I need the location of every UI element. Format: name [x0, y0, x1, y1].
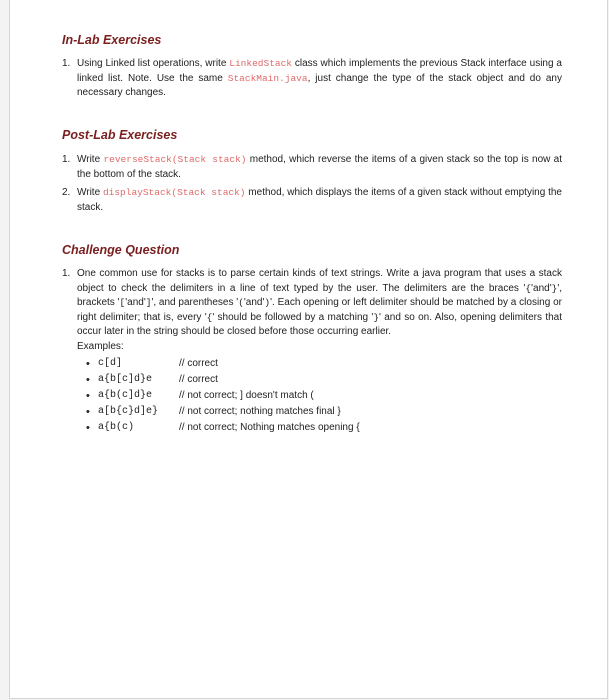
example-code: a{b(c): [98, 422, 135, 433]
text-part: method, which reverse the items of a given stack so the top is now at the bottom of the stack.: [77, 154, 562, 180]
text-part: class which implements the previous Stack interface using a linked list. Note. Use the same: [77, 58, 562, 84]
delimiter: {: [206, 311, 213, 323]
text-part: method, which displays the items of a given stack without emptying the stack.: [77, 187, 562, 213]
postlab-heading: Post-Lab Exercises: [62, 128, 178, 142]
example-comment: // correct: [179, 374, 218, 385]
item-text: [77, 267, 562, 340]
text-part: 'and': [243, 297, 265, 308]
delimiter: }: [373, 311, 380, 323]
item-number: 1.: [62, 154, 71, 165]
delimiter: [: [119, 297, 126, 308]
delimiter: ]: [145, 297, 152, 308]
bullet-icon: •: [86, 422, 90, 434]
code-reversestack: reverseStack(Stack stack): [103, 154, 247, 165]
bullet-icon: •: [86, 390, 90, 402]
delimiter: }: [551, 282, 558, 294]
example-comment: // not correct; ] doesn't match (: [179, 390, 314, 401]
text-part: Using Linked list operations, write: [77, 58, 230, 69]
bullet-icon: •: [86, 374, 90, 386]
bullet-icon: •: [86, 406, 90, 418]
example-code: a{b(c]d}e: [98, 390, 153, 401]
code-linkedstack: LinkedStack: [229, 58, 292, 69]
text-part: ' and so on. Also, opening delimiters that occur later in the string should be closed before those occurring earlier.: [77, 311, 562, 337]
document-page: [9, 0, 608, 699]
item-number: 1.: [62, 268, 71, 279]
example-comment: // correct: [179, 358, 218, 369]
item-number: 1.: [62, 58, 71, 69]
challenge-heading: Challenge Question: [62, 243, 180, 257]
text-part: ', and parentheses ': [151, 297, 239, 308]
example-code: a{b[c]d}e: [98, 374, 153, 385]
text-part: 'and': [531, 282, 552, 294]
text-part: One common use for stacks is to parse certain kinds of text strings. Write a java program that uses a stack object to check the delimiters in a line of text typed by the user. The delimiters are the braces ': [77, 268, 562, 294]
item-text: [77, 186, 562, 215]
bullet-icon: •: [86, 358, 90, 370]
text-part: '. Each opening or left delimiter should be matched by a closing or right delimiter; that is, every ': [77, 297, 562, 323]
delimiter: ): [264, 297, 271, 308]
item-text: [77, 57, 562, 101]
inlab-heading: In-Lab Exercises: [62, 33, 162, 47]
examples-label: Examples:: [77, 341, 124, 352]
text-part: ', brackets ': [77, 282, 562, 308]
item-number: 2.: [62, 187, 71, 198]
postlab-item-1: [62, 153, 562, 182]
example-comment: // not correct; Nothing matches opening {: [179, 422, 360, 433]
delimiter: {: [525, 282, 532, 294]
inlab-item-1: [62, 57, 562, 101]
example-comment: // not correct; nothing matches final }: [179, 406, 341, 417]
challenge-item-1: [62, 267, 562, 340]
text-part: , just change the type of the stack object and do any necessary changes.: [77, 72, 562, 98]
example-code: c[d]: [98, 358, 123, 369]
code-displaystack: displayStack(Stack stack): [102, 187, 246, 198]
text-part: Write: [77, 187, 103, 198]
text-part: ' should be followed by a matching ': [212, 311, 374, 323]
text-part: 'and': [125, 297, 146, 308]
text-part: Write: [77, 154, 104, 165]
delimiter: (: [238, 297, 244, 308]
example-code: a[b{c}d]e}: [98, 406, 159, 417]
postlab-item-2: [62, 186, 562, 215]
item-text: [77, 153, 562, 182]
code-stackmain: StackMain.java: [227, 72, 308, 84]
